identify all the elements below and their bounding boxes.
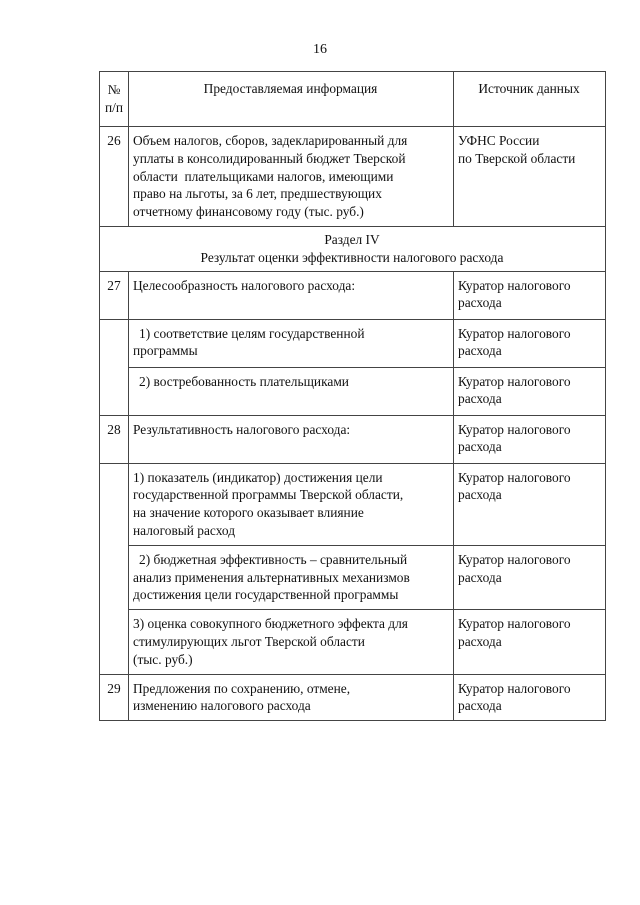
row-number-empty <box>100 463 129 674</box>
row-info-line: анализ применения альтернативных механизмов <box>133 569 410 585</box>
header-info-cell <box>129 72 454 127</box>
row-source-line: Куратор налогового <box>458 680 571 696</box>
row-source-line: расхода <box>458 295 502 311</box>
header-number-cell <box>100 72 129 127</box>
row-info <box>129 463 454 545</box>
table-row <box>100 319 606 367</box>
header-source-label: Источник данных <box>478 81 580 96</box>
table-row <box>100 463 606 545</box>
row-source-line: расхода <box>458 343 502 359</box>
row-source-line: Куратор налогового <box>458 469 571 485</box>
row-info-line: области плательщиками налогов, имеющими <box>133 168 394 184</box>
table-row <box>100 367 606 415</box>
row-info <box>129 415 454 463</box>
row-source-line: Куратор налогового <box>458 421 571 437</box>
row-info-line: Объем налогов, сборов, задекларированный для <box>133 133 408 148</box>
row-info <box>129 545 454 609</box>
row-info <box>129 127 454 227</box>
row-info <box>129 271 454 319</box>
row-info <box>129 610 454 674</box>
section-heading-cell <box>100 226 606 271</box>
row-info-line: государственной программы Тверской области, <box>133 487 404 503</box>
table-header-row <box>100 72 606 127</box>
row-info-line: на значение которого оказывает влияние <box>133 505 364 521</box>
table-row <box>100 610 606 674</box>
data-sources-table <box>99 71 606 721</box>
row-number: 27 <box>100 271 129 319</box>
row-source-line: расхода <box>458 391 502 407</box>
section-subtitle: Результат оценки эффективности налогового расхода <box>200 249 504 265</box>
row-source <box>454 127 606 227</box>
row-info-line: Предложения по сохранению, отмене, <box>133 680 351 696</box>
row-source-line: Куратор налогового <box>458 373 571 389</box>
row-info-line: (тыс. руб.) <box>133 651 193 667</box>
table-row <box>100 415 606 463</box>
row-number: 28 <box>100 415 129 463</box>
row-number: 26 <box>100 127 129 227</box>
row-info-line: 1) соответствие целям государственной <box>139 325 365 341</box>
row-number-empty <box>100 319 129 415</box>
row-info-line: 3) оценка совокупного бюджетного эффекта для <box>133 616 408 632</box>
row-info <box>129 319 454 367</box>
row-info-line: достижения цели государственной программы <box>133 587 399 603</box>
section-title: Раздел IV <box>324 231 380 247</box>
row-source-line: УФНС России <box>458 133 540 148</box>
header-info-label: Предоставляемая информация <box>203 81 378 96</box>
row-info-line: программы <box>133 343 198 359</box>
row-source-line: Куратор налогового <box>458 277 571 293</box>
row-info-line: изменению налогового расхода <box>133 698 311 714</box>
row-source-line: расхода <box>458 569 502 585</box>
row-source <box>454 271 606 319</box>
table-row <box>100 127 606 227</box>
row-info-line: Результативность налогового расхода: <box>133 421 351 437</box>
row-source-line: расхода <box>458 487 502 503</box>
row-source-line: расхода <box>458 698 502 714</box>
header-number-sublabel: п/п <box>104 100 124 115</box>
row-source-line: расхода <box>458 439 502 455</box>
row-source <box>454 367 606 415</box>
row-info-line: право на льготы, за 6 лет, предшествующих <box>133 186 382 202</box>
row-source-line: Куратор налогового <box>458 616 571 632</box>
row-source <box>454 463 606 545</box>
row-source-line: Куратор налогового <box>458 325 571 341</box>
row-source-line: Куратор налогового <box>458 551 571 567</box>
row-info-line: стимулирующих льгот Тверской области <box>133 633 365 649</box>
row-info-line: 2) востребованность плательщиками <box>139 373 349 389</box>
row-source <box>454 319 606 367</box>
row-source-line: расхода <box>458 633 502 649</box>
header-number-label: № <box>107 82 121 98</box>
row-info-line: отчетному финансовому году (тыс. руб.) <box>133 204 364 220</box>
row-info-line: уплаты в консолидированный бюджет Тверской <box>133 150 406 166</box>
table-row <box>100 545 606 609</box>
page-number: 16 <box>313 42 327 57</box>
row-source <box>454 610 606 674</box>
row-source-line: по Тверской области <box>458 150 576 166</box>
row-info-line: налоговый расход <box>133 522 236 538</box>
row-number: 29 <box>100 674 129 721</box>
table-row <box>100 674 606 721</box>
row-source <box>454 674 606 721</box>
row-info <box>129 367 454 415</box>
section-row <box>100 226 606 271</box>
row-info-line: 1) показатель (индикатор) достижения цели <box>133 469 383 485</box>
row-source <box>454 545 606 609</box>
table-row <box>100 271 606 319</box>
header-source-cell <box>454 72 606 127</box>
row-info <box>129 674 454 721</box>
row-source <box>454 415 606 463</box>
row-info-line: 2) бюджетная эффективность – сравнительный <box>139 551 408 567</box>
row-info-line: Целесообразность налогового расхода: <box>133 277 356 293</box>
